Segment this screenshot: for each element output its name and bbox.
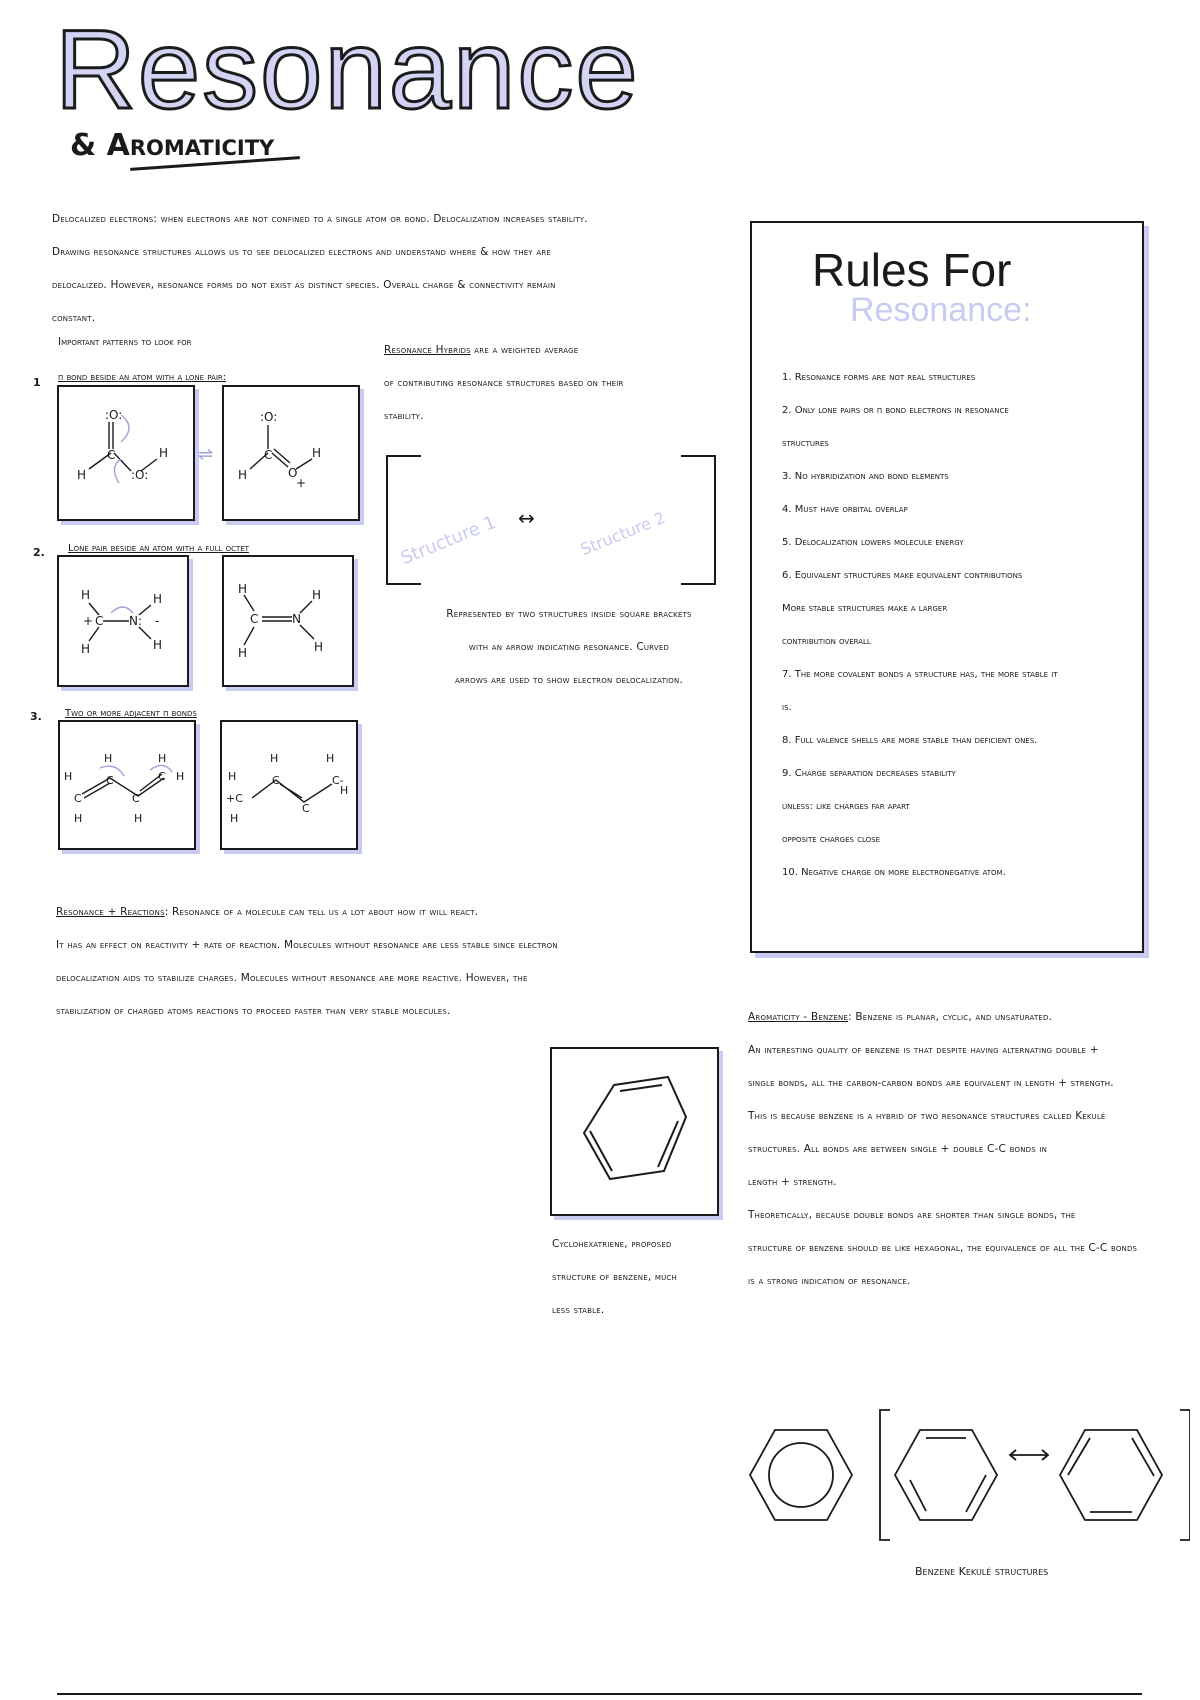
molecule-box-2a (57, 555, 189, 687)
kekule-caption: Benzene Kekulé structures (915, 1565, 1049, 1578)
svg-text:C: C (95, 614, 104, 628)
hybrid-caption-line: Represented by two structures inside square brackets (446, 608, 692, 620)
svg-text:+: + (296, 476, 307, 490)
molecule-drawing (224, 557, 352, 685)
svg-text:H: H (340, 784, 349, 797)
cyclohexatriene-caption-line: Cyclohexatriene, proposed (552, 1238, 672, 1250)
rule-item: 1. Resonance forms are not real structures (782, 372, 976, 383)
aromaticity-heading: Aromaticity - Benzene (748, 1011, 849, 1023)
svg-text:H: H (238, 582, 248, 596)
svg-text:C: C (272, 774, 280, 787)
rules-panel (750, 221, 1144, 953)
aromaticity-line: This is because benzene is a hybrid of two resonance structures called Kekulé (748, 1110, 1106, 1122)
svg-text:H: H (238, 646, 248, 660)
svg-text:H: H (228, 770, 237, 783)
patterns-label: Important patterns to look for (58, 336, 192, 348)
aromaticity-line: : Benzene is planar, cyclic, and unsaturated. (848, 1011, 1053, 1023)
rule-item: structures (782, 438, 829, 449)
cyclohexatriene-caption (552, 1228, 722, 1327)
svg-text:C: C (302, 802, 310, 815)
rule-item: 9. Charge separation decreases stability (782, 768, 956, 779)
cyclohexatriene-drawing (552, 1049, 717, 1214)
svg-text:H: H (238, 468, 248, 482)
pattern-caption-2: Lone pair beside an atom with a full octet (68, 543, 249, 554)
svg-text:N:: N: (129, 614, 143, 628)
molecule-box-1b (222, 385, 360, 521)
resonance-double-arrow (1010, 1450, 1048, 1460)
aromaticity-line: Theoretically, because double bonds are shorter than single bonds, the (748, 1209, 1076, 1221)
reactions-paragraph (56, 896, 716, 1028)
svg-text:N: N (292, 612, 301, 626)
rules-title: Rules For (812, 244, 1012, 296)
rule-item: 4. Must have orbital overlap (782, 504, 908, 515)
svg-text:C: C (107, 448, 116, 462)
rule-item: 7. The more covalent bonds a structure has, the more stable it (782, 669, 1058, 680)
svg-text:H: H (312, 588, 322, 602)
svg-text:H: H (81, 588, 91, 602)
rule-item: is. (782, 702, 792, 713)
svg-text:-: - (155, 614, 160, 628)
intro-line: constant. (52, 312, 96, 324)
svg-text:H: H (134, 812, 143, 825)
svg-text:H: H (326, 752, 335, 765)
kekule-structure-1 (895, 1430, 997, 1520)
rule-item: 10. Negative charge on more electronegative atom. (782, 867, 1006, 878)
hybrid-paragraph (384, 334, 714, 433)
benzene-kekule-figure (730, 1400, 1190, 1550)
hybrid-line: are a weighted average (474, 344, 579, 356)
structure-1-label: Structure 1 (397, 511, 500, 570)
svg-text:H: H (314, 640, 324, 654)
intro-paragraph (52, 203, 702, 335)
aromaticity-line: is a strong indication of resonance. (748, 1275, 911, 1287)
rules-list (782, 361, 1127, 889)
svg-text::O:: :O: (105, 408, 123, 422)
reactions-line: : Resonance of a molecule can tell us a lot about how it will react. (164, 906, 479, 918)
svg-text:H: H (312, 446, 322, 460)
svg-text:C: C (132, 792, 140, 805)
svg-text:C: C (264, 448, 273, 462)
rule-item: unless: like charges far apart (782, 801, 910, 812)
aromaticity-line: structure of benzene should be like hexagonal, the equivalence of all the C-C bonds (748, 1242, 1138, 1254)
reactions-line: It has an effect on reactivity + rate of reaction. Molecules without resonance are less stable since electron (56, 939, 558, 951)
svg-text:H: H (176, 770, 185, 783)
svg-text:+C: +C (226, 792, 243, 805)
svg-text:H: H (153, 592, 163, 606)
reactions-heading: Resonance + Reactions (56, 906, 165, 918)
svg-text:C: C (74, 792, 82, 805)
svg-text:C: C (158, 770, 166, 783)
aromaticity-line: An interesting quality of benzene is that despite having alternating double + (748, 1044, 1099, 1056)
rule-item: 5. Delocalization lowers molecule energy (782, 537, 964, 548)
svg-text:C-: C- (332, 774, 344, 787)
hybrid-caption-line: with an arrow indicating resonance. Curved (468, 641, 670, 653)
molecule-drawing (59, 557, 187, 685)
hybrid-caption (404, 598, 734, 697)
cyclohexatriene-box (550, 1047, 719, 1216)
equilibrium-icon: ⇌ (198, 444, 214, 465)
molecule-box-1a (57, 385, 195, 521)
svg-text:H: H (153, 638, 163, 652)
rule-item: 8. Full valence shells are more stable than deficient ones. (782, 735, 1038, 746)
hybrid-line: of contributing resonance structures based on their (384, 377, 624, 389)
reactions-line: stabilization of charged atoms reactions to proceed faster than very stable molecules. (56, 1005, 451, 1017)
molecule-box-2b (222, 555, 354, 687)
rule-item: 2. Only lone pairs or π bond electrons in resonance (782, 405, 1009, 416)
benzene-delocalized-circle (769, 1443, 833, 1507)
svg-text:O: O (288, 466, 298, 480)
pattern-number-2: 2. (33, 546, 45, 559)
rule-item: contribution overall (782, 636, 871, 647)
bracket-left (880, 1410, 890, 1540)
svg-text:H: H (77, 468, 87, 482)
molecule-drawing (60, 722, 194, 848)
intro-line: Delocalized electrons: when electrons are not confined to a single atom or bond. Delocalization increases stability. (52, 213, 588, 225)
svg-text:H: H (64, 770, 73, 783)
rule-item: opposite charges close (782, 834, 881, 845)
intro-line: Drawing resonance structures allows us to see delocalized electrons and understand where & how they are (52, 246, 552, 258)
rule-item: More stable structures make a larger (782, 603, 948, 614)
svg-text:H: H (81, 642, 91, 656)
svg-text:H: H (159, 446, 169, 460)
intro-line: delocalized. However, resonance forms do not exist as distinct species. Overall charge & connectivity remain (52, 279, 556, 291)
hybrid-line: stability. (384, 410, 424, 422)
svg-text::O:: :O: (260, 410, 278, 424)
reactions-line: delocalization aids to stabilize charges. Molecules without resonance are more reactive. However, the (56, 972, 528, 984)
svg-text:H: H (270, 752, 279, 765)
page-subtitle: & Aromaticity (70, 128, 275, 163)
svg-text:H: H (158, 752, 167, 765)
rule-item: 6. Equivalent structures make equivalent contributions (782, 570, 1023, 581)
pattern-caption-3: Two or more adjacent π bonds (65, 708, 197, 719)
pattern-number-3: 3. (30, 710, 42, 723)
aromaticity-line: structures. All bonds are between single + double C-C bonds in (748, 1143, 1048, 1155)
bracket-right (1180, 1410, 1190, 1540)
hybrid-caption-line: arrows are used to show electron delocalization. (455, 674, 683, 686)
molecule-drawing (224, 387, 358, 519)
bottom-divider (57, 1693, 1142, 1695)
aromaticity-paragraph (748, 1001, 1198, 1298)
molecule-box-3b (220, 720, 358, 850)
hybrid-heading: Resonance Hybrids (384, 344, 471, 356)
kekule-structure-2 (1060, 1430, 1162, 1520)
svg-text:H: H (74, 812, 83, 825)
svg-text:C: C (250, 612, 259, 626)
svg-text:C: C (106, 774, 114, 787)
structure-2-label: Structure 2 (577, 507, 668, 560)
molecule-box-3a (58, 720, 196, 850)
svg-text::O:: :O: (131, 468, 149, 482)
svg-text:H: H (230, 812, 239, 825)
aromaticity-line: length + strength. (748, 1176, 837, 1188)
page-title: Resonance (55, 7, 640, 132)
rule-item: 3. No hybridization and bond elements (782, 471, 949, 482)
resonance-bracket (385, 454, 717, 586)
cyclohexatriene-caption-line: less stable. (552, 1304, 605, 1316)
cyclohexatriene-caption-line: structure of benzene, much (552, 1271, 678, 1283)
molecule-drawing (222, 722, 356, 848)
molecule-drawing (59, 387, 193, 519)
rules-subtitle: Resonance: (850, 291, 1032, 329)
pattern-caption-1: π bond beside an atom with a lone pair: (58, 372, 227, 383)
aromaticity-line: single bonds, all the carbon-carbon bonds are equivalent in length + strength. (748, 1077, 1114, 1089)
svg-text:H: H (104, 752, 113, 765)
resonance-arrow-icon: ↔ (518, 506, 535, 530)
pattern-number-1: 1 (33, 376, 41, 389)
svg-text:+: + (83, 614, 94, 628)
